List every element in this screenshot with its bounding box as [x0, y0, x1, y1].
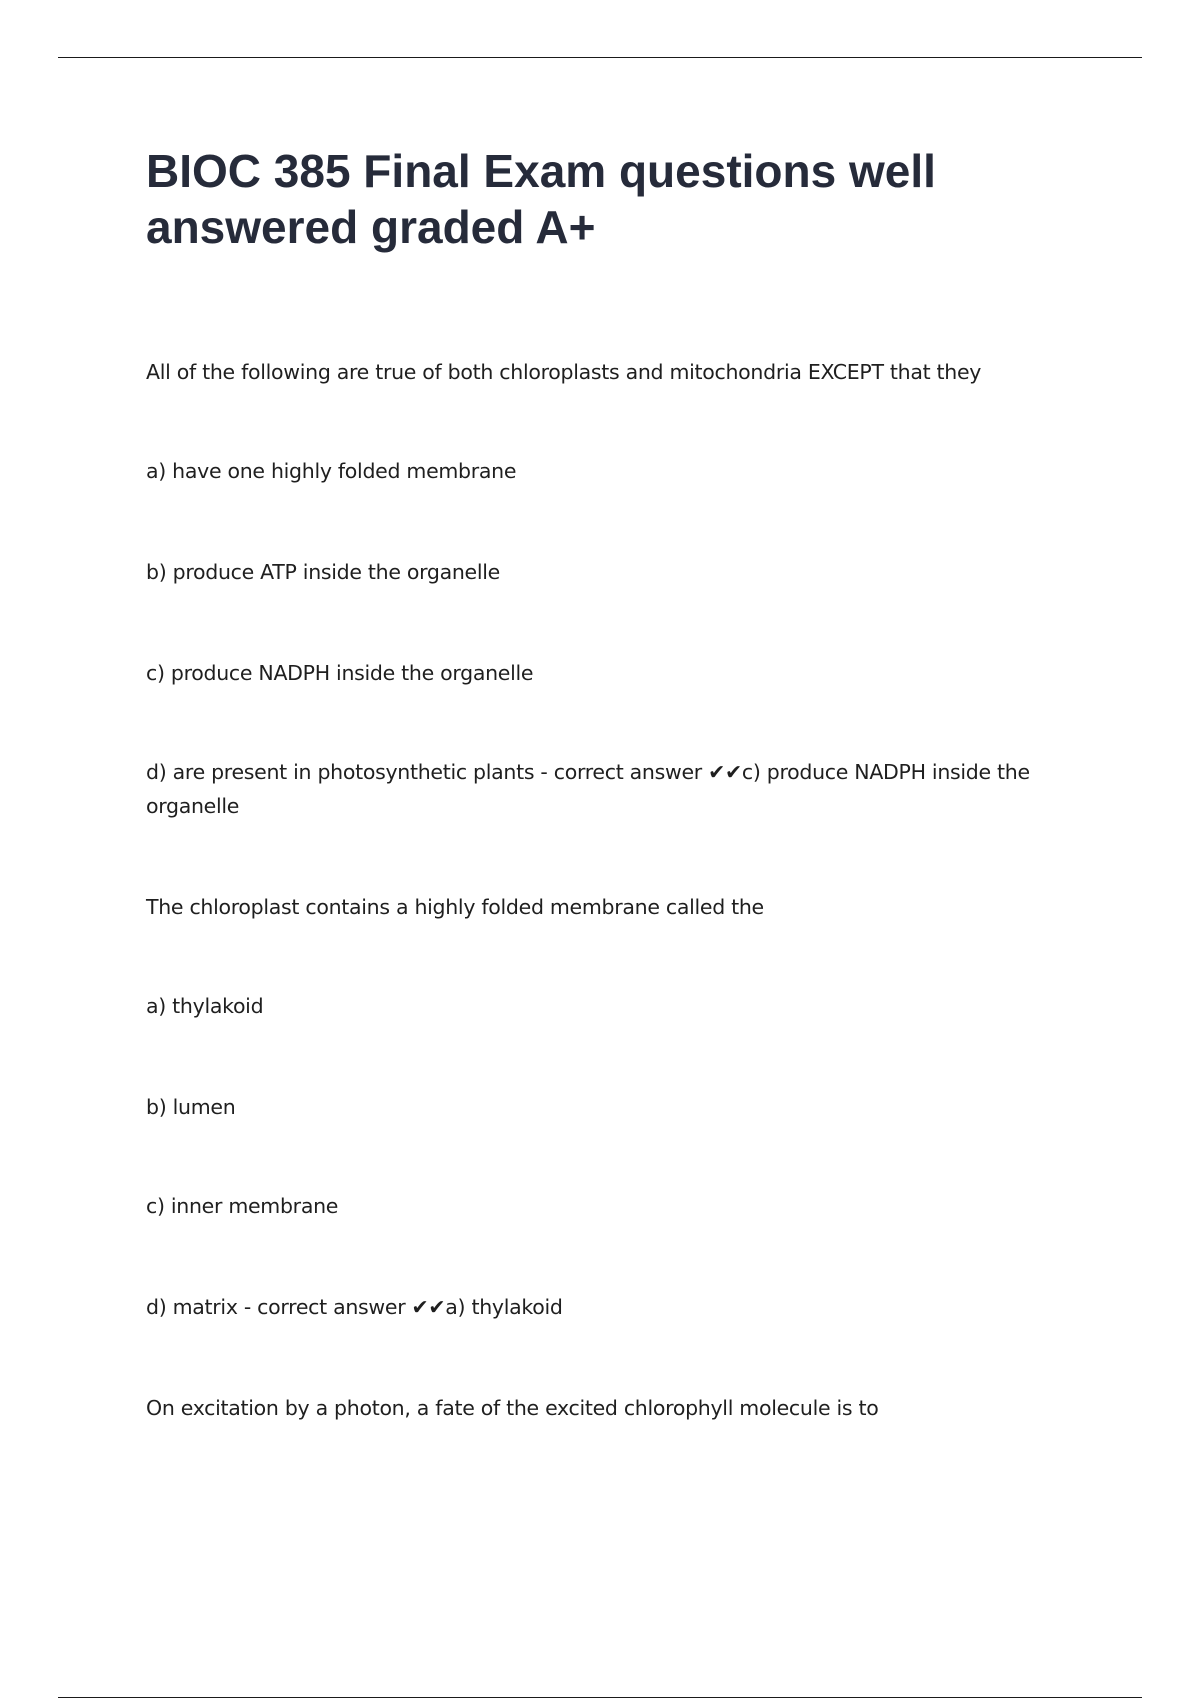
question-2-stem: The chloroplast contains a highly folded membrane called the: [146, 895, 764, 919]
question-1-option-c: c) produce NADPH inside the organelle: [146, 661, 534, 685]
question-2-option-a: a) thylakoid: [146, 994, 264, 1018]
document-title: BIOC 385 Final Exam questions well answered graded A+: [146, 145, 936, 253]
question-1-option-d-answer: d) are present in photosynthetic plants - correct answer ✔✔c) produce NADPH inside the organelle: [146, 760, 1030, 818]
question-2-option-b: b) lumen: [146, 1095, 236, 1119]
question-2-option-d-answer: d) matrix - correct answer ✔✔a) thylakoid: [146, 1295, 563, 1319]
question-1-option-b: b) produce ATP inside the organelle: [146, 560, 500, 584]
bottom-divider: [58, 1697, 1142, 1698]
question-1-stem: All of the following are true of both chloroplasts and mitochondria EXCEPT that they: [146, 360, 982, 384]
question-1-option-a: a) have one highly folded membrane: [146, 459, 517, 483]
question-2-option-c: c) inner membrane: [146, 1194, 339, 1218]
top-divider: [58, 57, 1142, 58]
question-3-stem: On excitation by a photon, a fate of the excited chlorophyll molecule is to: [146, 1396, 879, 1420]
